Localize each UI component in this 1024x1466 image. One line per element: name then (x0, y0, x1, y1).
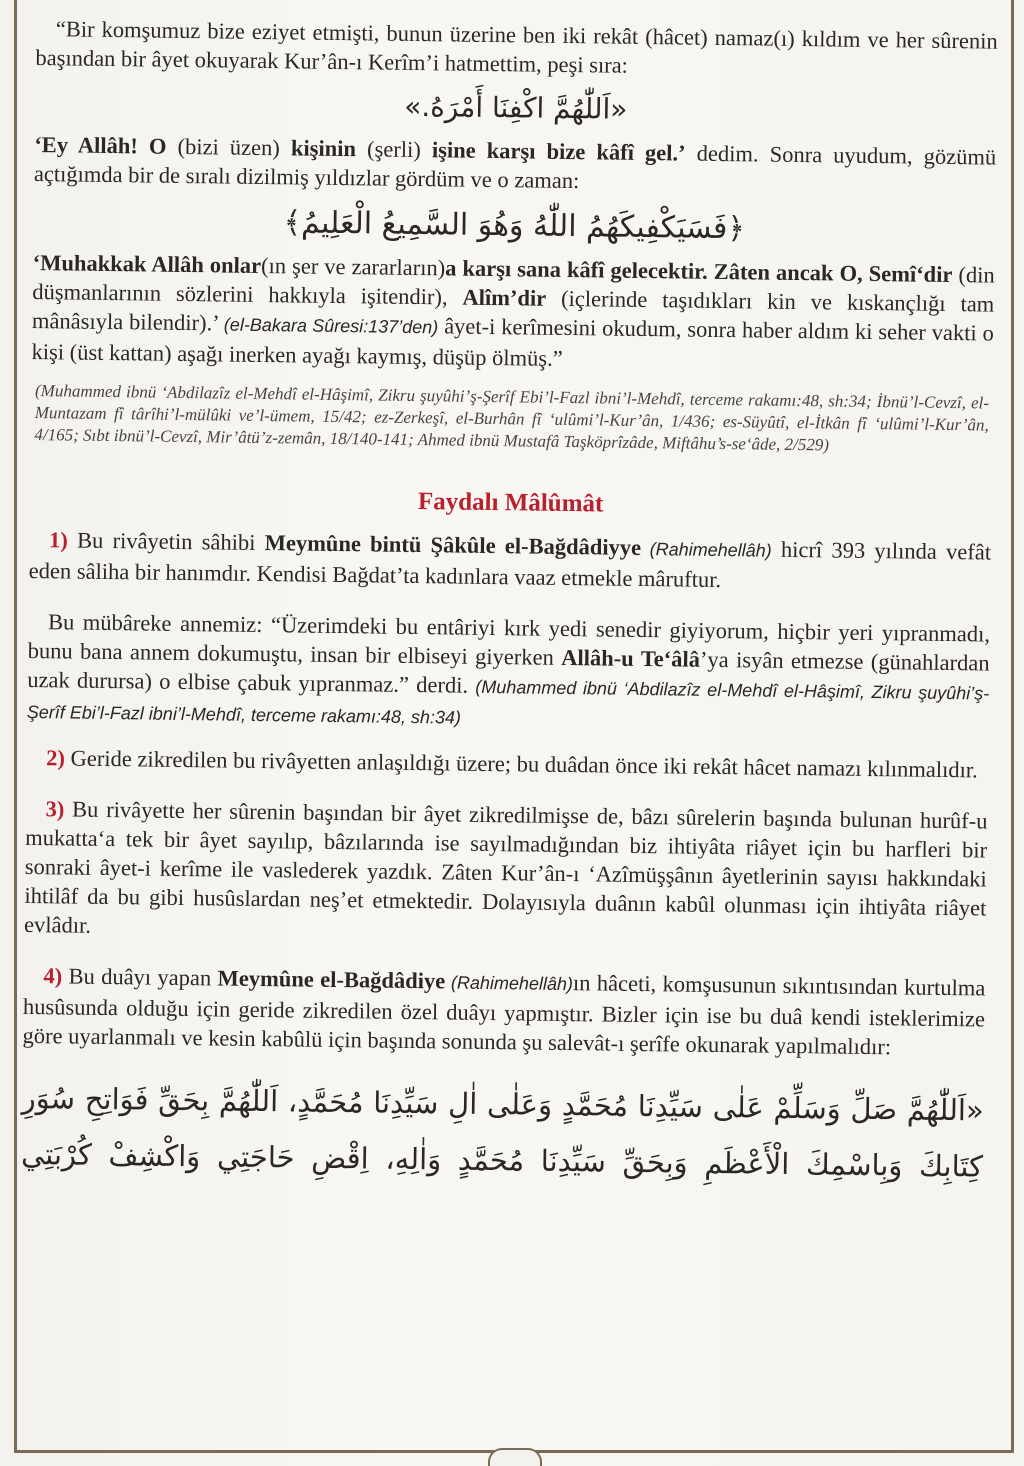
bottom-ornament (488, 1448, 542, 1466)
bold-text: ‘Ey Allâh! O (34, 131, 167, 159)
inline-source: (el-Bakara Sûresi:137’den) (223, 314, 439, 338)
bold-text: Meymûne el-Bağdâdiye (217, 965, 446, 994)
text-run: (içlerinde taşıdıkları kin ve kıskançlığı tam mânâsıyla bilendir).’ (31, 285, 995, 336)
text-run: (şerli) (355, 136, 433, 163)
note-item-1 (29, 525, 992, 598)
bold-text: Alîm’dir (462, 284, 547, 311)
arabic-dua-short: «اَللّٰهُمَّ اكْفِنَا أَمْرَهُ.» (403, 89, 628, 126)
text-run: Bu mübâreke annemiz: “Üzerimdeki bu entâriyi kırk yedi senedir giyiyorum, hiçbir yeri yıpranmadı, bunu bana annem dokumuştu, insan bir elbiseyi giyerken (27, 609, 991, 670)
bold-text: a karşı sana kâfî gelecektir. Zâten ancak O, Semî‘dir (445, 255, 953, 288)
honorific: (Rahimehellâh) (640, 538, 772, 561)
bold-text: ‘Muhakkak Allâh onlar (32, 249, 262, 278)
text-run: (din düşmanlarının sözlerini hakkıyla işitendir), (32, 262, 995, 310)
inline-source: (Muhammed ibnü ‘Abdilazîz el-Mehdî el-Hâşimî, Zikru şuyûhi’ş-Şerîf Ebi’l-Fazl ibni’l-Mehdî, terceme rakamı:48, sh:34) (26, 676, 990, 728)
translation-paragraph-2 (31, 248, 994, 379)
text-run: ın hâceti, komşusunun sıkıntısından kurtulma husûsunda olduğu için geride zikredilen özel duâyı yapmıştır. Bizler için ise bu duâ kendi isteklerimize göre uyarlanmalı ve kesin kabûlü için başında sonunda şu salevât-ı şerîfe okunarak yapılmalıdır: (22, 970, 986, 1060)
item-number: 4) (43, 963, 63, 989)
note-item-3 (24, 794, 988, 952)
page-content (21, 14, 998, 1194)
text-run: ’ya isyân etmezse (günahlardan uzak durursa) o elbise çabuk yıpranmaz.” derdi. (27, 646, 990, 698)
text-run: Bu rivâyetin sâhibi (67, 527, 265, 556)
honorific: (Rahimehellâh) (445, 972, 574, 995)
text-run: Bu duâyı yapan (61, 963, 218, 991)
text-run: (ın şer ve zararların) (260, 252, 446, 281)
note-item-2 (26, 743, 988, 785)
text-run: dedim. Sonra uyudum, gözümü açtığımda bir de sıralı dizilmiş yıldızlar gördüm ve o zaman: (33, 140, 997, 194)
text-run: âyet-i kerîmesini okudum, sonra haber aldım ki seher vakti o kişi (üst kattan) aşağı inerken ayağı kaymış, düşüp ölmüş.” (31, 313, 995, 371)
item-number: 1) (48, 527, 69, 553)
bold-text: Allâh-u Te‘âlâ (561, 644, 701, 672)
intro-paragraph: “Bir komşumuz bize eziyet etmişti, bunun üzerine ben iki rekât (hâcet) namaz(ı) kıldım ve her sûrenin başından bir âyet okuyarak Kur’ân-ı Kerîm’i hatmettim, peşi sıra: (35, 16, 998, 78)
text-run: (bizi üzen) (166, 133, 292, 161)
text-run: hicrî 393 yılında vefât eden sâliha bir hanımdır. Kendisi Bağdat’ta kadınlara vaaz etmekle mâruftur. (28, 536, 992, 593)
reference-list: (Muhammed ibnü ‘Abdilazîz el-Mehdî el-Hâşimî, Zikru şuyûhi’ş-Şerîf Ebi’l-Fazl ibni’l-Mehdî, terceme rakamı:48, sh:34; İbnü’l-Cevzî, el-Muntazam fî târîhi’l-mülûki ve’l-ümem, 15/42; ez-Zerkeşî, el-Burhân fî ‘ulûmi’l-Kur’ân, 1/436; es-Süyûtî, el-İtkân fî ‘ulûmi’l-Kur’ân, 4/165; Sıbt ibnü’l-Cevzî, Mir’âtü’z-zemân, 18/140-141; Ahmed ibnü Mustafâ Taşköprîzâde, Miftâhu’s-se‘âde, 2/529) (34, 381, 990, 455)
section-title: Faydalı Mâlûmât (417, 488, 604, 518)
text-run: Geride zikredilen bu rivâyetten anlaşıldığı üzere; bu duâdan önce iki rekât hâcet namazı kılınmalıdır. (64, 745, 978, 783)
note-item-4 (22, 961, 985, 1063)
arabic-prayer: «اَللّٰهُمَّ صَلِّ وَسَلِّمْ عَلٰى سَيِّدِنَا مُحَمَّدٍ وَعَلٰى اٰلِ سَيِّدِنَا مُحَمَّدٍ، اَللّٰهُمَّ بِحَقِّ فَوَاتِحِ سُوَرِ كِتَابِكَ وَبِاسْمِكَ الْأَعْظَمِ وَبِحَقِّ سَيِّدِنَا مُحَمَّدٍ وَاٰلِهِ، اِقْضِ حَاجَتِي وَاكْشِفْ كُرْبَتِي (20, 1080, 984, 1184)
bold-text: Meymûne bintü Şâkûle el-Bağdâdiyye (264, 530, 642, 560)
arabic-ayah: ﴿فَسَيَكْفِيكَهُمُ اللّٰهُ وَهُوَ السَّمِيعُ الْعَلِيمُ﴾ (283, 205, 746, 247)
bold-text: kişinin (290, 135, 357, 162)
bold-text: işine karşı bize kâfî gel.’ (431, 137, 686, 166)
text-run: Bu rivâyette her sûrenin başından bir âyet zikredilmişse de, bâzı sûrelerin başında bulunan hurûf-u mukatta‘a tek bir âyet sayılıp, bâzılarında ise sayılmadığından biz ihtiyâta riâyet için bu harfleri bir sonraki âyet-i kerîme ile vaslederek yazdık. Zâten Kur’ân-ı ‘Azîmüşşânın âyetlerinin sayısı hakkındaki ihtilâf da bu gibi husûslardan neş’et etmektedir. Dolayısıyla duânın kabûl olunması için ihtiyâta riâyet evlâdır. (23, 796, 988, 938)
item-number: 3) (45, 796, 65, 822)
translation-paragraph-1 (34, 130, 997, 201)
note-item-1-continued (27, 607, 990, 740)
item-number: 2) (46, 745, 66, 771)
